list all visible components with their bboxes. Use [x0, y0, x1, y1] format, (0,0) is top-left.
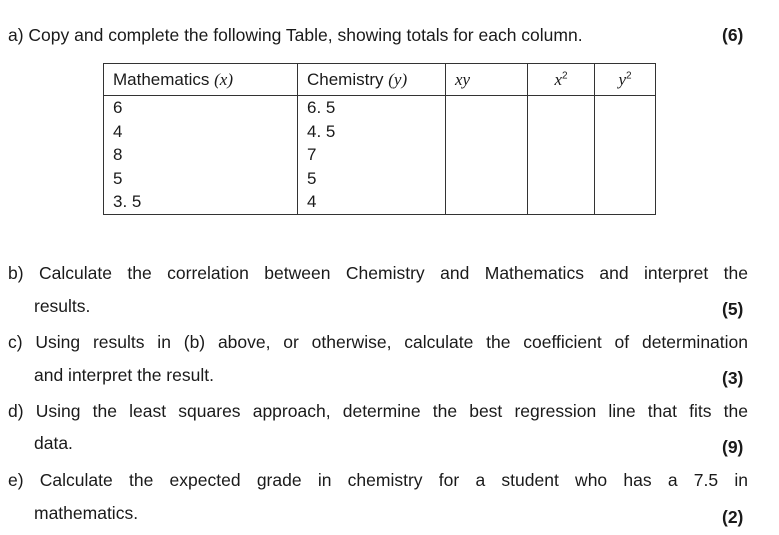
table-header-row — [104, 64, 656, 96]
header-y-squared-exp: 2 — [625, 69, 632, 81]
cell-xy — [446, 96, 528, 120]
header-mathematics-var: (x) — [214, 69, 233, 89]
part-b-question-line1: b) Calculate the correlation between Chemistry and Mathematics and interpret the — [8, 263, 748, 283]
cell-x: 4 — [104, 120, 298, 144]
header-mathematics — [104, 64, 298, 96]
cell-x: 5 — [104, 167, 298, 191]
cell-x2 — [528, 96, 595, 120]
header-xy — [446, 64, 528, 96]
cell-y2 — [595, 143, 656, 167]
cell-xy — [446, 190, 528, 214]
header-y-squared — [595, 64, 656, 96]
table-row — [104, 167, 656, 191]
header-x-squared-base: x — [554, 69, 562, 89]
table-row — [104, 96, 656, 120]
part-a-marks: (6) — [722, 25, 744, 45]
table-row — [104, 190, 656, 214]
cell-xy — [446, 167, 528, 191]
header-x-squared-exp: 2 — [561, 69, 568, 81]
header-chemistry-var: (y) — [388, 69, 408, 89]
cell-x: 6 — [104, 96, 298, 120]
part-e-question-line1: e) Calculate the expected grade in chemistry for a student who has a 7.5 in — [8, 470, 748, 490]
header-x-squared — [528, 64, 595, 96]
cell-y2 — [595, 120, 656, 144]
cell-xy — [446, 143, 528, 167]
part-c-marks: (3) — [722, 368, 744, 388]
part-d-question-line1: d) Using the least squares approach, determine the best regression line that fits the — [8, 401, 748, 421]
cell-x2 — [528, 143, 595, 167]
part-e-question-line2: mathematics. — [34, 503, 139, 523]
part-c-question-line2: and interpret the result. — [34, 365, 214, 385]
part-d-question-line2: data. — [34, 433, 73, 453]
table-row — [104, 120, 656, 144]
cell-y: 4. 5 — [298, 120, 446, 144]
cell-y: 6. 5 — [298, 96, 446, 120]
table-row — [104, 143, 656, 167]
cell-x2 — [528, 167, 595, 191]
cell-y2 — [595, 190, 656, 214]
cell-x2 — [528, 190, 595, 214]
part-b-question-line2: results. — [34, 296, 91, 316]
cell-y: 5 — [298, 167, 446, 191]
header-mathematics-label: Mathematics — [113, 69, 210, 89]
part-e-marks: (2) — [722, 507, 744, 527]
header-y-squared-base: y — [618, 69, 626, 89]
cell-y: 7 — [298, 143, 446, 167]
header-xy-label: xy — [455, 69, 471, 89]
header-chemistry-label: Chemistry — [307, 69, 384, 89]
data-table — [103, 63, 656, 215]
part-a-question: a) Copy and complete the following Table, showing totals for each column. — [8, 25, 583, 45]
part-c-question-line1: c) Using results in (b) above, or otherwise, calculate the coefficient of determination — [8, 332, 748, 352]
cell-x2 — [528, 120, 595, 144]
cell-xy — [446, 120, 528, 144]
part-b-marks: (5) — [722, 299, 744, 319]
cell-y2 — [595, 96, 656, 120]
part-d-marks: (9) — [722, 437, 744, 457]
header-chemistry — [298, 64, 446, 96]
cell-y2 — [595, 167, 656, 191]
cell-x: 8 — [104, 143, 298, 167]
cell-x: 3. 5 — [104, 190, 298, 214]
cell-y: 4 — [298, 190, 446, 214]
